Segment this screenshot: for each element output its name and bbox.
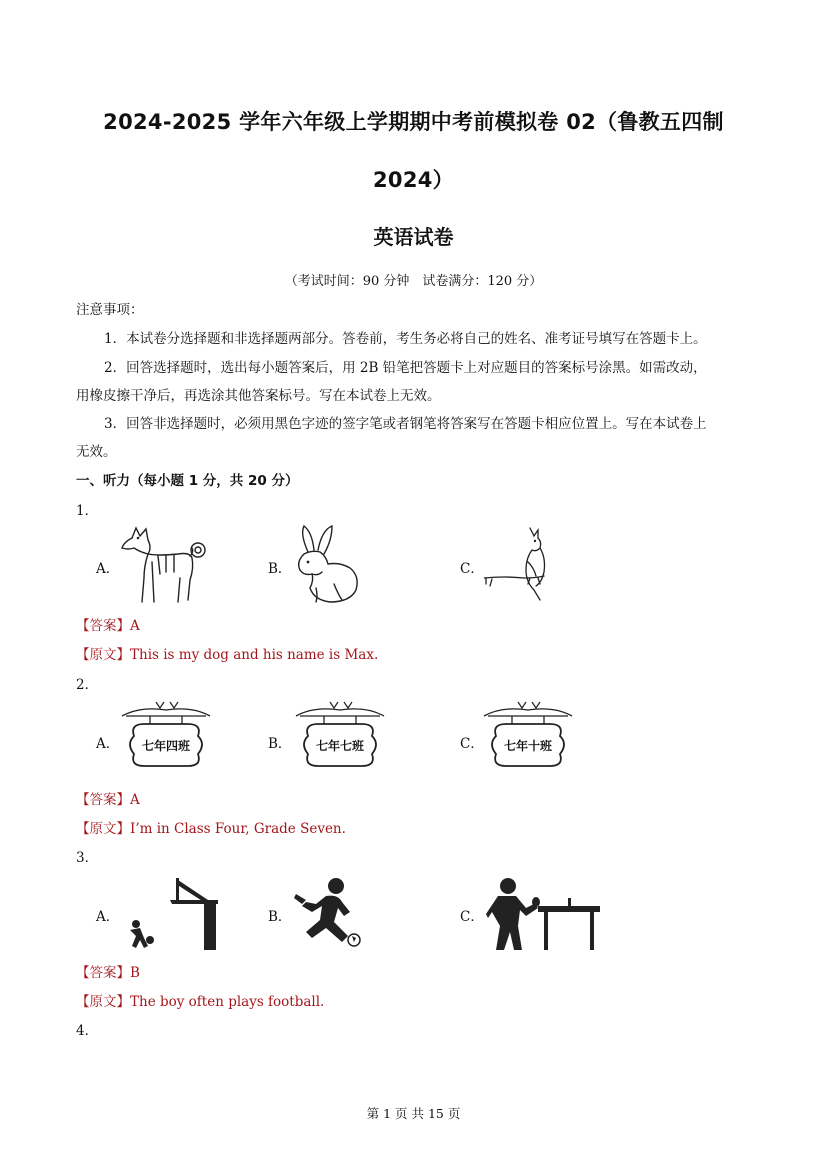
q2-transcript: 【原文】I’m in Class Four, Grade Seven. (76, 821, 346, 837)
dog-image (118, 522, 214, 608)
table-tennis-image (486, 876, 600, 952)
sign-text-10: 七年十班 (503, 739, 552, 753)
notes-heading: 注意事项： (76, 302, 144, 318)
subtitle: 英语试卷 (373, 225, 454, 249)
title-line-1: 2024-2025 学年六年级上学期期中考前模拟卷 02（鲁教五四制 (103, 110, 724, 134)
q3-transcript: 【原文】The boy often plays football. (76, 994, 325, 1010)
q1-option-b-label: B． (268, 561, 292, 577)
page-footer: 第 1 页 共 15 页 (366, 1106, 461, 1121)
sign-text-7: 七年七班 (315, 739, 364, 753)
note-item-3b: 无效。 (76, 444, 117, 460)
football-image (292, 876, 364, 952)
question-2-number: 2． (76, 677, 99, 693)
q3-answer: 【答案】B (76, 965, 140, 981)
note-item-2b: 用橡皮擦干净后，再选涂其他答案标号。写在本试卷上无效。 (76, 388, 441, 404)
basketball-image (120, 876, 220, 952)
note-item-1: 1．本试卷分选择题和非选择题两部分。答卷前，考生务必将自己的姓名、准考证号填写在答题卡上。 (104, 331, 707, 347)
q1-transcript: 【原文】This is my dog and his name is Max. (76, 647, 379, 663)
question-4-number: 4． (76, 1023, 99, 1039)
note-item-2a: 2．回答选择题时，选出每小题答案后，用 2B 铅笔把答题卡上对应题目的答案标号涂黑。如需改动， (104, 360, 707, 376)
class-sign-10 (482, 700, 574, 780)
q2-answer: 【答案】A (76, 792, 140, 808)
question-1-number: 1． (76, 503, 99, 519)
q1-answer: 【答案】A (76, 618, 140, 634)
question-3-number: 3． (76, 850, 99, 866)
q3-option-c-label: C． (460, 909, 484, 925)
section-title: 一、听力（每小题 1 分，共 20 分） (76, 473, 299, 489)
note-item-3a: 3．回答非选择题时，必须用黑色字迹的签字笔或者钢笔将答案写在答题卡相应位置上。写在本试卷上 (104, 416, 707, 432)
q1-option-a-label: A． (96, 561, 120, 577)
q3-option-a-label: A． (96, 909, 120, 925)
q2-option-c-label: C． (460, 736, 484, 752)
class-sign-4 (120, 700, 212, 780)
class-sign-7 (294, 700, 386, 780)
rabbit-image (290, 524, 364, 606)
q2-option-b-label: B． (268, 736, 292, 752)
parrot-image (484, 524, 560, 606)
q3-option-b-label: B． (268, 909, 292, 925)
sign-text-4: 七年四班 (141, 739, 190, 753)
q1-option-c-label: C． (460, 561, 484, 577)
q2-option-a-label: A． (96, 736, 120, 752)
exam-info: （考试时间：90 分钟 试卷满分：120 分） (284, 274, 543, 289)
title-line-2: 2024） (373, 168, 454, 192)
